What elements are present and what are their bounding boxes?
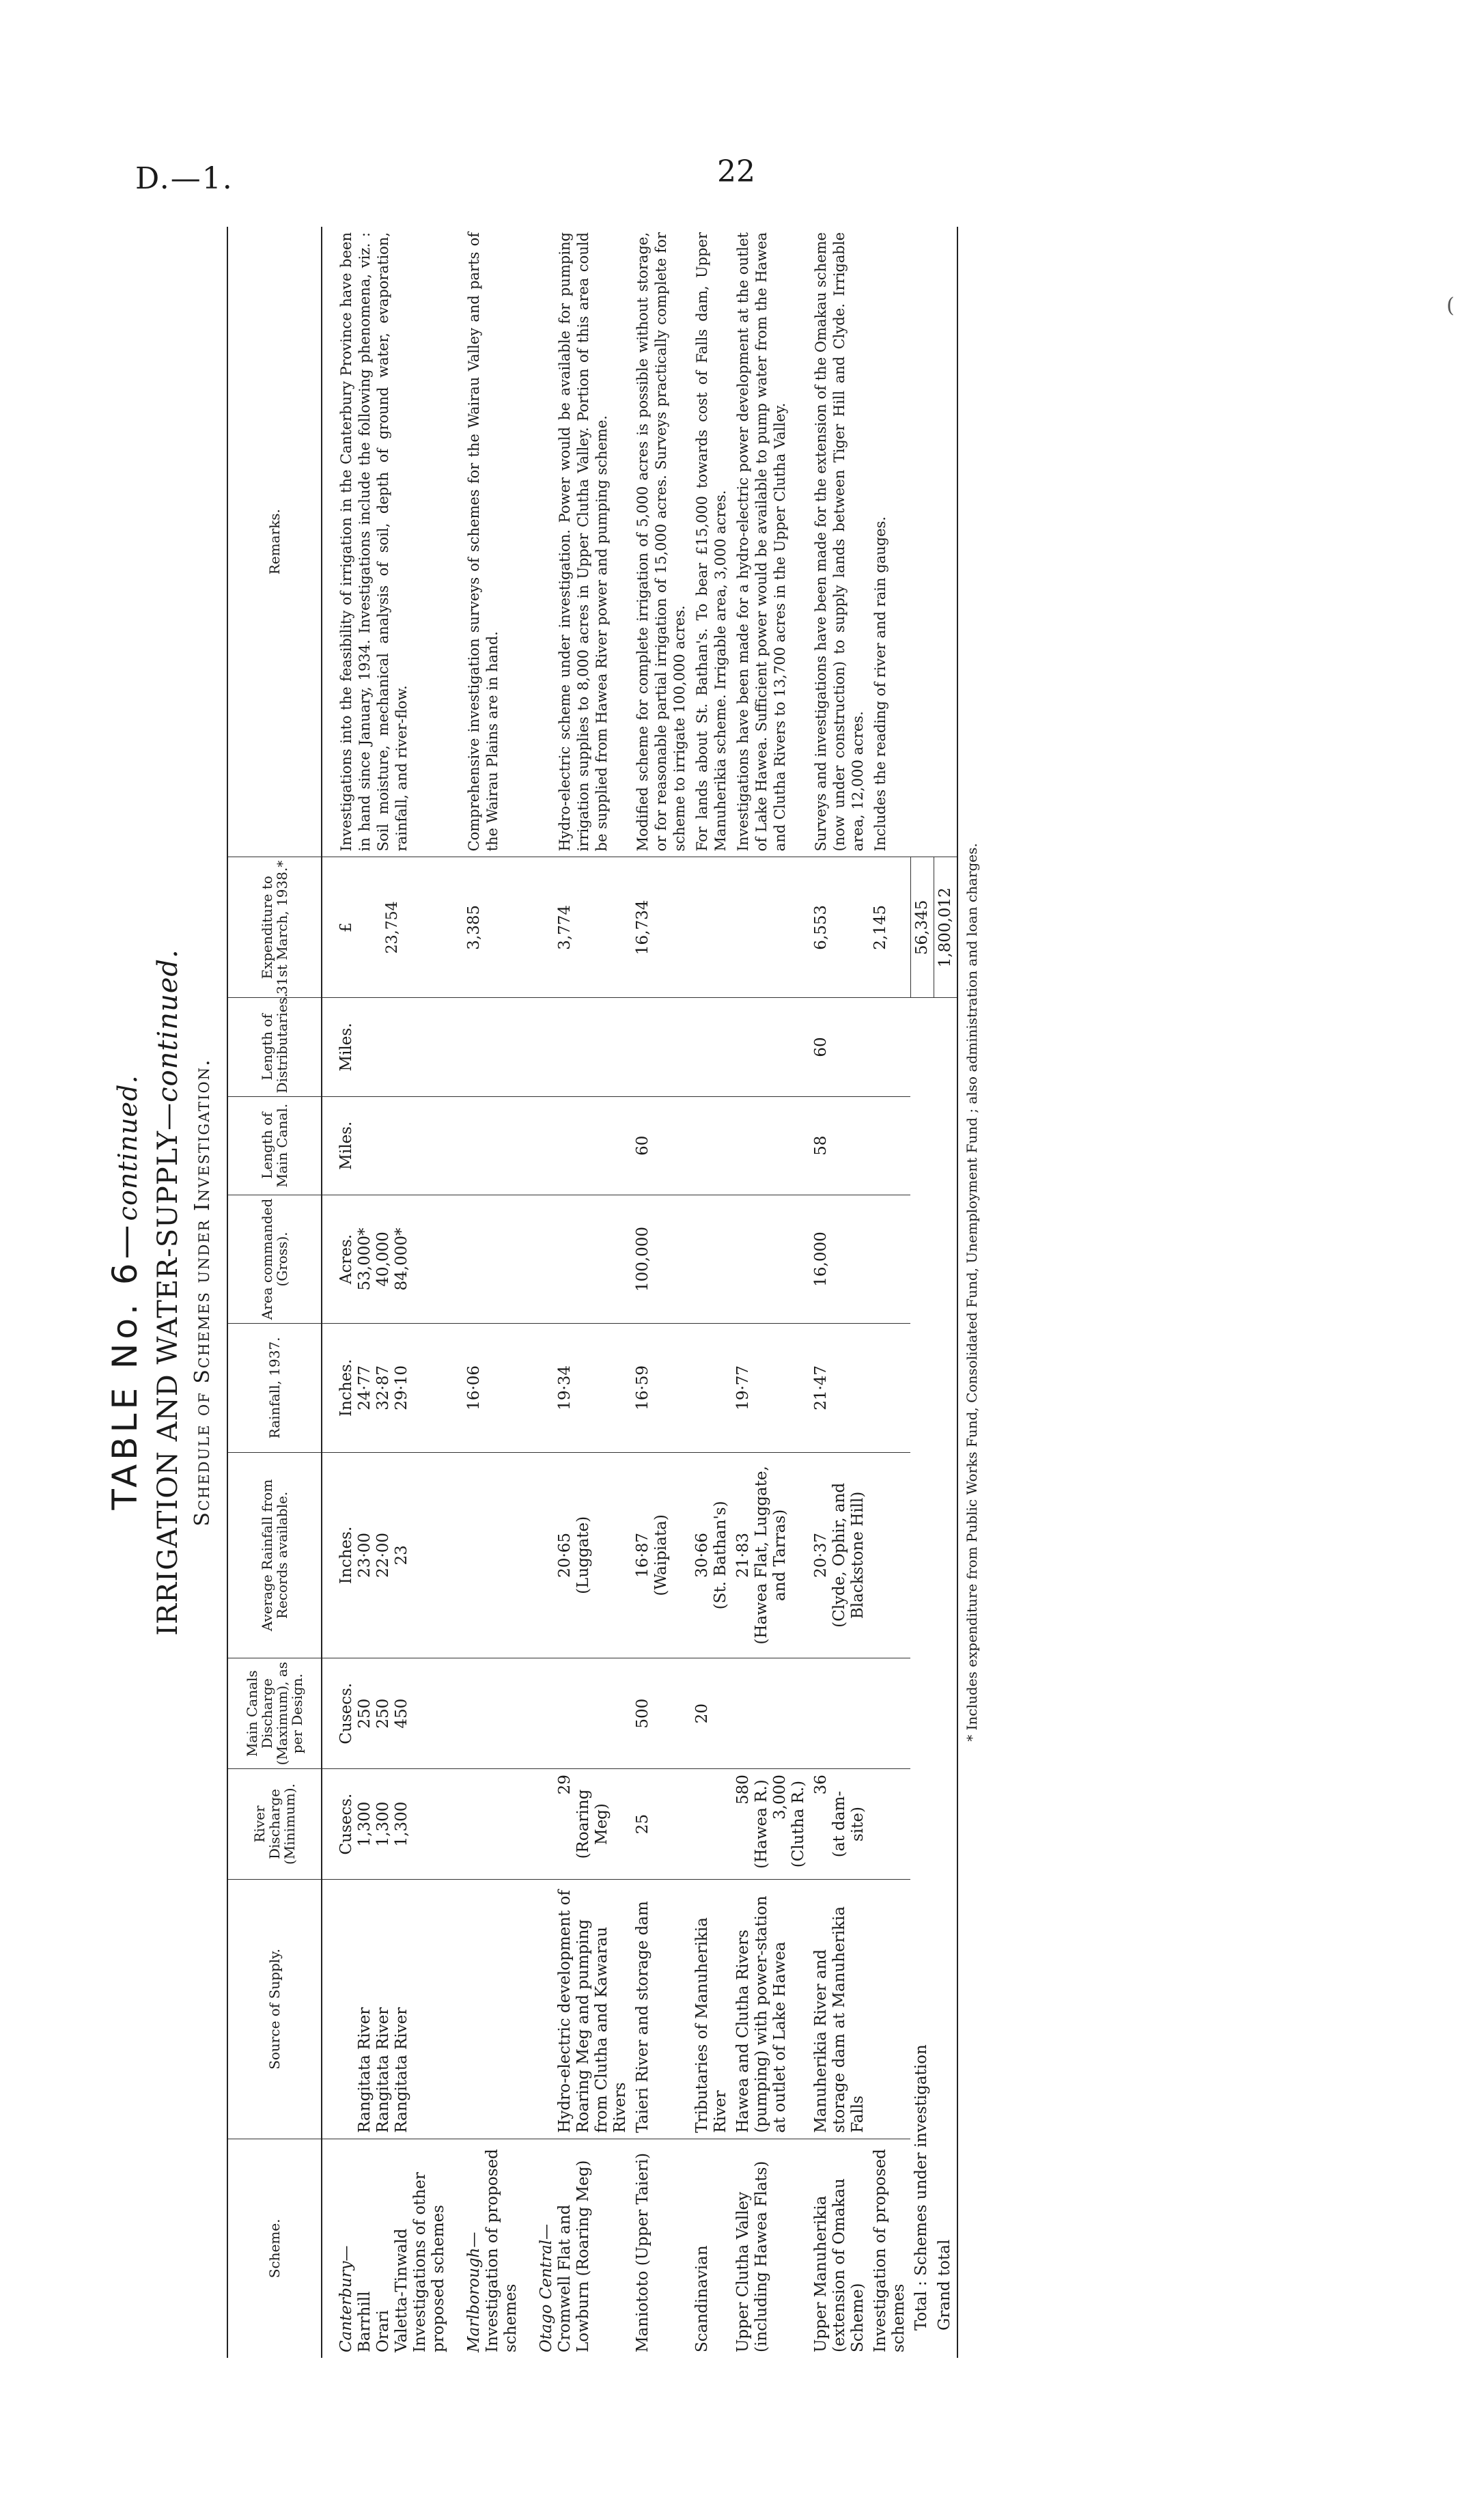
main-canal-length: 58 — [810, 1096, 869, 1195]
subject-continued: continued. — [152, 949, 184, 1102]
col-expenditure: Expenditure to 31st March, 1938.* — [227, 857, 322, 998]
col-source: Source of Supply. — [227, 1879, 322, 2139]
rainfall-1937: 19·34 — [556, 1365, 574, 1410]
source-of-supply: Rangitata River — [356, 2007, 374, 2133]
table-row — [732, 227, 810, 2358]
table-row — [322, 227, 450, 2358]
scheme-name: Scandinavian — [693, 2245, 711, 2352]
rainfall-station: (Luggate) — [574, 1516, 592, 1594]
col-distributaries: Length of Distributaries. — [227, 998, 322, 1096]
scheme-name: Maniototo (Upper Taieri) — [634, 2152, 652, 2352]
river-discharge: 25 — [632, 1769, 691, 1880]
expenditure: 3,385 — [465, 904, 483, 950]
unit-label: Inches. — [337, 1526, 355, 1585]
section-heading-otago: Otago Central— — [537, 2223, 555, 2352]
expenditure: 3,774 — [556, 904, 574, 950]
distributaries-length: 60 — [810, 998, 869, 1096]
unit-label: Acres. — [337, 1234, 355, 1285]
page-number: 22 — [717, 154, 755, 189]
river-discharge: 3,000 — [771, 1775, 789, 1820]
average-rainfall: 30·66 — [693, 1532, 711, 1578]
grand-total-label: Grand total — [934, 998, 957, 2358]
edge-mark: ( — [1446, 294, 1455, 318]
col-rainfall-1937: Rainfall, 1937. — [227, 1324, 322, 1452]
average-rainfall: 21·83 — [734, 1532, 752, 1578]
river-discharge: 1,300 — [374, 1801, 392, 1847]
header-row — [227, 227, 322, 2358]
remarks-marlborough: Comprehensive investigation surveys of schemes for the Wairau Valley and parts of the Wairau Plains are in hand. — [450, 227, 522, 857]
average-rainfall: 20·37 — [812, 1532, 830, 1578]
source-of-supply: Tributaries of Manuherikia River — [691, 1879, 732, 2139]
page-reference: D.—1. — [135, 161, 234, 196]
river-note: (Clutha R.) — [789, 1780, 807, 1868]
section-heading-canterbury: Canterbury— — [337, 2245, 355, 2352]
expenditure-canterbury: 23,754 — [384, 901, 401, 954]
rainfall-1937: 16·06 — [465, 1365, 483, 1410]
average-rainfall: 16·87 — [634, 1532, 652, 1578]
rainfall-1937: 19·77 — [732, 1324, 810, 1452]
unit-label: Miles. — [337, 1023, 355, 1072]
schemes-table — [227, 227, 958, 2358]
scheme-name: Orari — [374, 2310, 392, 2352]
rainfall-1937: 21·47 — [810, 1324, 869, 1452]
river-discharge: 29 — [556, 1775, 574, 1795]
table-title — [101, 227, 149, 2358]
rainfall-1937: 29·10 — [393, 1365, 410, 1410]
table-row — [691, 227, 732, 2358]
rainfall-station: (St. Bathan's) — [712, 1501, 729, 1610]
rotated-table-sheet — [101, 227, 1180, 2358]
average-rainfall: 22·00 — [374, 1532, 392, 1578]
remarks-upper-manuherikia: Surveys and investigations have been made for the extension of the Omakau scheme (now under construction) to supply lands between Tiger Hill and Clyde. Irrigable area, 12,000 acres. — [810, 227, 869, 857]
scheme-name: Investigation of proposed schemes — [484, 2149, 520, 2352]
scheme-name: Barrhill — [356, 2291, 374, 2352]
scheme-name: Valetta-Tinwald — [393, 2228, 410, 2352]
col-average-rainfall: Average Rainfall from Records available. — [227, 1452, 322, 1658]
col-main-canal: Length of Main Canal. — [227, 1096, 322, 1195]
river-discharge: 580 — [734, 1775, 752, 1805]
subject-text: IRRIGATION AND WATER-SUPPLY— — [152, 1102, 184, 1636]
river-discharge: 1,300 — [393, 1801, 410, 1847]
main-canal-length: 60 — [632, 1096, 691, 1195]
col-area: Area commanded (Gross). — [227, 1195, 322, 1323]
source-of-supply: Manuherikia River and storage dam at Manuherikia Falls — [810, 1879, 869, 2139]
canal-discharge: 250 — [374, 1698, 392, 1729]
table-row — [450, 227, 522, 2358]
table-continued: continued. — [113, 1074, 143, 1221]
table-number: TABLE No. 6— — [105, 1221, 145, 1510]
unit-label: Miles. — [337, 1121, 355, 1170]
river-note: (Hawea R.) — [753, 1779, 770, 1869]
river-note: (at dam-site) — [830, 1790, 867, 1858]
average-rainfall: 20·65 — [556, 1532, 574, 1578]
rainfall-station: (Waipiata) — [652, 1514, 670, 1596]
table-row — [632, 227, 691, 2358]
total-value: 56,345 — [910, 857, 934, 998]
rainfall-1937: 32·87 — [374, 1365, 392, 1410]
scheme-name: Upper Clutha Valley (including Hawea Flats) — [734, 2160, 770, 2352]
col-scheme: Scheme. — [227, 2139, 322, 2358]
col-river-discharge: River Discharge (Minimum). — [227, 1769, 322, 1880]
grand-total-row — [934, 227, 957, 2358]
schedule-title: Schedule of Schemes under Investigation. — [191, 1058, 214, 1527]
rainfall-station: (Hawea Flat, Luggate, and Tarras) — [753, 1466, 789, 1645]
table-row — [869, 227, 910, 2358]
rainfall-1937: 24·77 — [356, 1365, 374, 1410]
area-commanded: 53,000* — [356, 1227, 374, 1291]
unit-label: Inches. — [337, 1359, 355, 1417]
river-discharge: 1,300 — [356, 1801, 374, 1847]
area-commanded: 40,000 — [374, 1232, 392, 1287]
average-rainfall: 23·00 — [356, 1532, 374, 1578]
source-of-supply: Rangitata River — [393, 2007, 410, 2133]
unit-label: £ — [337, 922, 355, 933]
total-label: Total : Schemes under investigation — [912, 2044, 930, 2331]
canal-discharge: 250 — [356, 1698, 374, 1729]
scheme-name: Upper Manuherikia (extension of Omakau Scheme) — [812, 2178, 867, 2352]
source-of-supply: Hawea and Clutha Rivers (pumping) with power-station at outlet of Lake Hawea — [732, 1879, 810, 2139]
remarks-investigation: Includes the reading of river and rain gauges. — [869, 227, 910, 857]
rainfall-1937: 16·59 — [632, 1324, 691, 1452]
canal-discharge: 450 — [393, 1698, 410, 1729]
remarks-cromwell: Hydro-electric scheme under investigation. Power would be available for pumping irrigation supplies to 8,000 acres in Upper Clutha Valley. Portion of this area could be supplied from Hawea River power and pumping scheme. — [557, 232, 610, 852]
area-commanded: 84,000* — [393, 1227, 410, 1291]
river-discharge: 36 — [812, 1775, 830, 1795]
expenditure: 16,734 — [632, 857, 691, 998]
scheme-name: Cromwell Flat and Lowburn (Roaring Meg) — [556, 2160, 592, 2352]
area-commanded: 16,000 — [810, 1195, 869, 1323]
col-remarks: Remarks. — [227, 227, 322, 857]
unit-label: Cusecs. — [337, 1793, 355, 1855]
canal-discharge: 500 — [632, 1658, 691, 1769]
unit-label: Cusecs. — [337, 1682, 355, 1744]
expenditure: 2,145 — [869, 857, 910, 998]
col-canal-discharge: Main Canals Discharge (Maximum), as per Design. — [227, 1658, 322, 1769]
source-of-supply: Rangitata River — [374, 2007, 392, 2133]
remarks-canterbury: Investigations into the feasibility of irrigation in the Canterbury Province have been in hand since January, 1934. Investigations include the following phenomena, viz. : Soil moisture, mechanical analysis of soil, depth of ground water, evaporation, rainfall, and river-flow. — [322, 227, 450, 857]
source-of-supply: Hydro-electric development of Roaring Meg and pumping from Clutha and Kawarau Rivers — [556, 1890, 629, 2133]
source-of-supply: Taieri River and storage dam — [632, 1879, 691, 2139]
average-rainfall: 23 — [393, 1545, 410, 1566]
footnote: * Includes expenditure from Public Works Fund, Consolidated Fund, Unemployment Fund ; also administration and loan charges. — [963, 843, 980, 1742]
table-row — [810, 227, 869, 2358]
remarks-maniototo: Modified scheme for complete irrigation of 5,000 acres is possible without storage, or for reasonable partial irrigation of 15,000 acres. Surveys practically complete for scheme to irrigate 100,000 acres. — [632, 227, 691, 857]
grand-total-value: 1,800,012 — [934, 857, 957, 998]
river-note: (Roaring Meg) — [574, 1789, 611, 1859]
total-row — [910, 227, 934, 2358]
rainfall-station: (Clyde, Ophir, and Blackstone Hill) — [830, 1482, 867, 1628]
canal-discharge: 20 — [691, 1658, 732, 1769]
scheme-name: Investigations of other proposed schemes — [411, 2172, 447, 2352]
table-subject — [149, 227, 187, 2358]
remarks-upper-clutha: Investigations have been made for a hydro-electric power development at the outlet of Lake Hawea. Sufficient power would be available to pump water from the Hawea and Clutha Rivers to 13,700 acres in the Upper Clutha Valley. — [732, 227, 810, 857]
area-commanded: 100,000 — [632, 1195, 691, 1323]
section-heading-marlborough: Marlborough— — [465, 2231, 483, 2352]
scheme-name: Investigation of proposed schemes — [871, 2149, 908, 2352]
remarks-scandinavian: For lands about St. Bathan's. To bear £15,000 towards cost of Falls dam, Upper Manuherikia scheme. Irrigable area, 3,000 acres. — [691, 227, 732, 857]
table-row — [522, 227, 632, 2358]
expenditure: 6,553 — [810, 857, 869, 998]
